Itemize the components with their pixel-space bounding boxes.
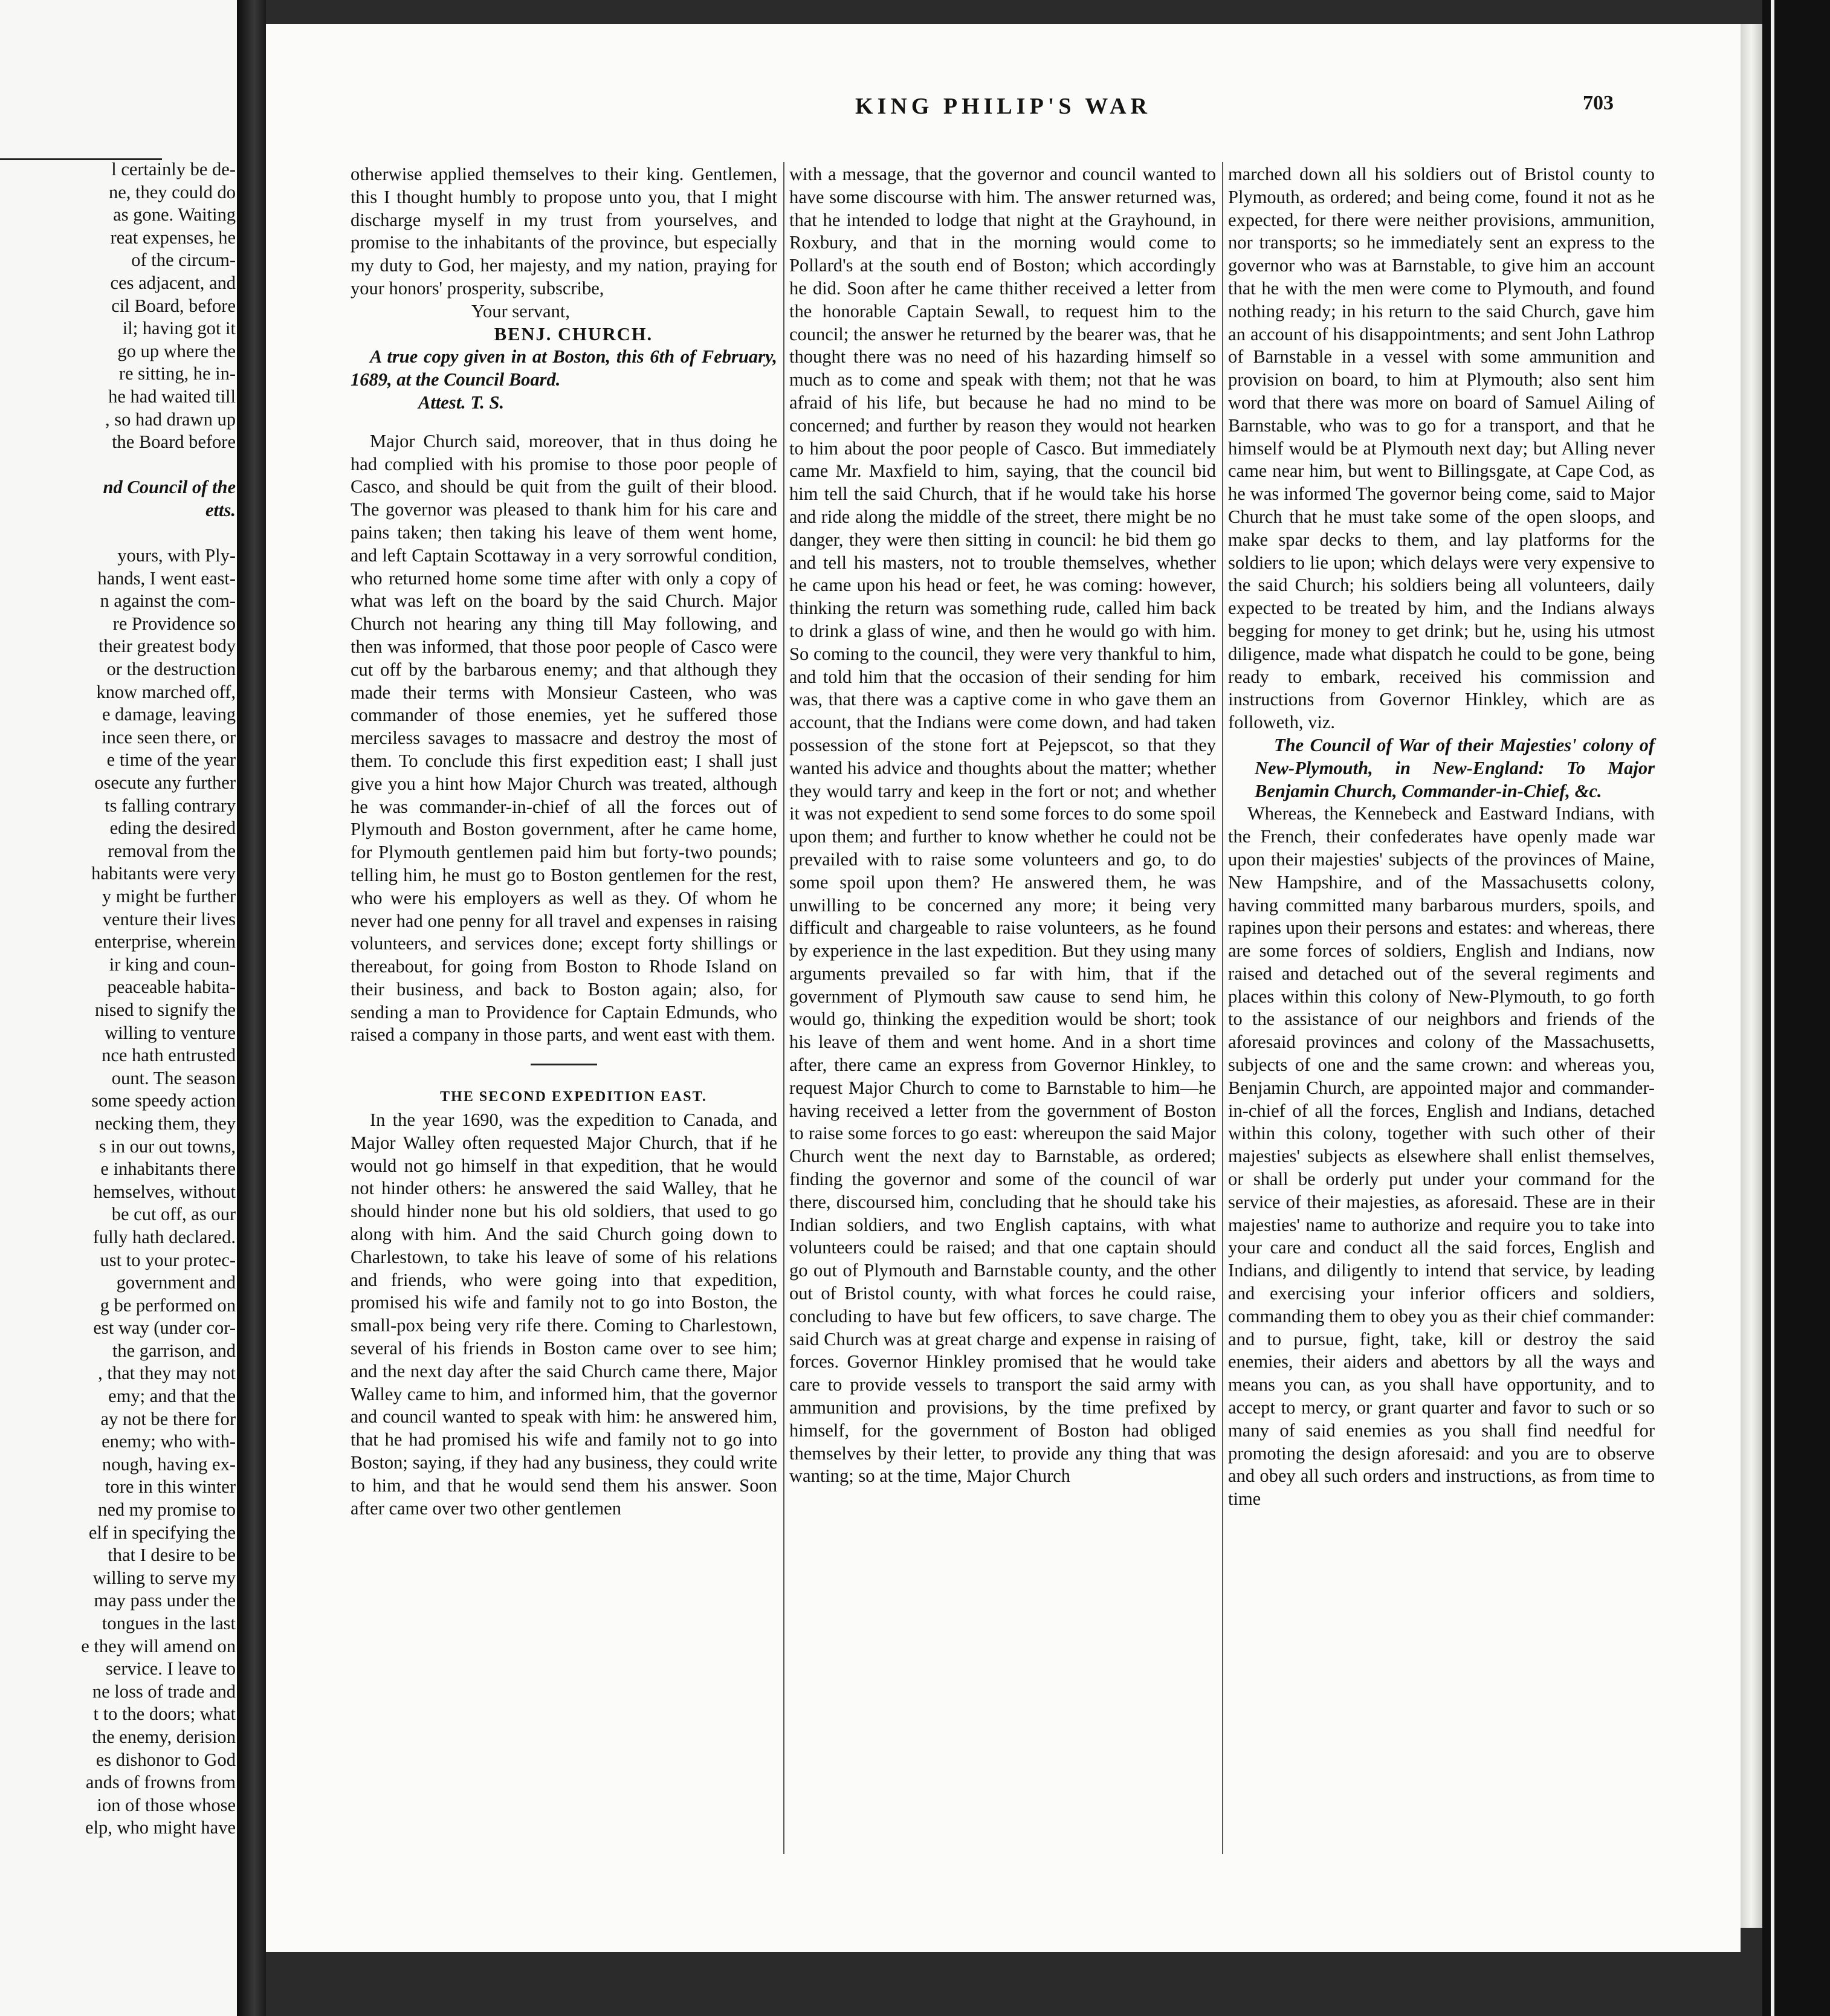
facing-page-line: tore in this winter bbox=[105, 1476, 236, 1497]
facing-page-line: elp, who might have bbox=[85, 1817, 236, 1838]
facing-page-line: nough, having ex- bbox=[102, 1453, 236, 1475]
facing-page-line: ay not be there for bbox=[100, 1408, 236, 1429]
facing-page-line: ned my promise to bbox=[98, 1499, 236, 1520]
facing-page-line: may pass under the bbox=[94, 1590, 236, 1611]
facing-page-line: their greatest body bbox=[99, 636, 236, 657]
running-title: KING PHILIP'S WAR bbox=[855, 94, 1151, 119]
facing-page-line: n against the com- bbox=[100, 590, 236, 612]
facing-page-line: go up where the bbox=[117, 340, 236, 361]
facing-page-line: or the destruction bbox=[106, 659, 236, 680]
column-2 bbox=[789, 163, 1216, 1488]
facing-page-line bbox=[0, 522, 236, 545]
paragraph: Major Church said, moreover, that in thus doing he had complied with his promise to those poor people of Casco, and should be quit from the guilt of their blood. The governor was pleased to thank him for his care and pains taken; then taking his leave of them went home, and left Captain Scottaway in a very sorrowful condition, who returned home some time after with only a copy of what was left on the board by the said Church. Major Church not hearing any thing till May following, and then was informed, that those poor people of Casco were cut off by the barbarous enemy; and that although they made their terms with Monsieur Casteen, who was commander of those enemies, yet he suffered those merciless savages to massacre and destroy the most of them. To conclude this first expedition east; I shall just give you a hint how Major Church was treated, although he was commander-in-chief of all the forces out of Plymouth and Boston government, after he came home, for Plymouth gentlemen paid him but forty-two pounds; telling him, he must go to Boston gentlemen for the rest, who were his employers as well as they. Of whom he never had one penny for all travel and expenses in raising volunteers, and services done; except forty shillings or thereabout, for going from Boston to Rhode Island on their business, and back to Boston again; also, for sending a man to Providence for Captain Edmunds, who raised a company in those parts, and went east with them. bbox=[351, 430, 777, 1045]
facing-page-line: he had waited till bbox=[108, 386, 236, 407]
facing-page-line: removal from the bbox=[108, 840, 236, 861]
facing-page-line: government and bbox=[116, 1272, 236, 1293]
facing-page-line: e damage, leaving bbox=[102, 704, 236, 725]
facing-page-line: know marched off, bbox=[96, 681, 236, 702]
column-divider-1 bbox=[783, 162, 784, 1854]
facing-page-line: es dishonor to God bbox=[95, 1749, 236, 1770]
facing-page-line: habitants were very bbox=[91, 863, 236, 884]
facing-page-line: il; having got it bbox=[122, 318, 236, 339]
letter-salutation: Your servant, bbox=[471, 300, 570, 321]
facing-page-line: venture their lives bbox=[102, 908, 236, 929]
section-heading: THE SECOND EXPEDITION EAST. bbox=[440, 1089, 707, 1105]
paragraph: marched down all his soldiers out of Bristol county to Plymouth, as ordered; and being come, found it not as he expected, for there were neither provisions, ammunition, nor transports; so he immediately sent an express to the governor who was at Barnstable, to give him an account that he with the men were come to Plymouth, and found nothing ready; in his return to the said Church, gave him an account of his disappointments; and sent John Lathrop of Barnstable in a vessel with some ammunition and provision on board, to him at Plymouth; also sent him word that there was more on board of Samuel Ailing of Barnstable, who was to go for a transport, and that he himself would be at Plymouth next day; but Alling never came near him, but went to Billingsgate, at Cape Cod, as he was informed The governor being come, said to Major Church that he must take some of the open sloops, and make spar decks to them, and lay platforms for the soldiers to lie upon; which delays were very expensive to the said Church; his soldiers being all volunteers, daily expected to be treated by him, and the Indians always begging for money to get drink; but he, using his utmost diligence, made what dispatch he could to be gone, being ready to embark, received his commission and instructions from Governor Hinkley, which are as followeth, viz. bbox=[1228, 164, 1655, 733]
facing-page-line: re sitting, he in- bbox=[118, 363, 236, 384]
facing-page-line: willing to serve my bbox=[92, 1567, 236, 1588]
facing-page-line: ount. The season bbox=[111, 1067, 236, 1088]
column-divider-2 bbox=[1222, 162, 1223, 1854]
facing-page-line: tongues in the last bbox=[102, 1613, 236, 1633]
facing-page-line: e they will amend on bbox=[81, 1635, 236, 1656]
facing-page-line: e time of the year bbox=[106, 749, 236, 771]
facing-page-line: service. I leave to bbox=[105, 1658, 236, 1679]
facing-page-line: ir king and coun- bbox=[109, 954, 236, 975]
page-number: 703 bbox=[1583, 92, 1614, 114]
facing-page-line: reat expenses, he bbox=[110, 227, 236, 248]
letter-signature: BENJ. CHURCH. bbox=[494, 323, 653, 344]
book-gutter bbox=[237, 0, 266, 2016]
facing-page-line: g be performed on bbox=[100, 1294, 236, 1316]
facing-page-line: ne, they could do bbox=[108, 181, 236, 202]
facing-page-fragment bbox=[0, 0, 239, 2016]
facing-page-line: nd Council of the bbox=[103, 477, 236, 498]
facing-page-line: e inhabitants there bbox=[100, 1158, 236, 1180]
facing-page-line: re Providence so bbox=[112, 613, 236, 634]
facing-page-line: nised to signify the bbox=[95, 999, 236, 1020]
facing-page-line: ust to your protec- bbox=[100, 1249, 236, 1270]
page-header bbox=[266, 93, 1741, 123]
facing-page-line: , that they may not bbox=[98, 1363, 236, 1384]
facing-page-line: the garrison, and bbox=[112, 1340, 236, 1361]
facing-page-line: enemy; who with- bbox=[102, 1431, 236, 1452]
column-1 bbox=[351, 163, 777, 1520]
facing-page-line: yours, with Ply- bbox=[117, 545, 236, 566]
facing-page-line: ion of those whose bbox=[97, 1794, 236, 1815]
facing-page-line: that I desire to be bbox=[108, 1545, 236, 1566]
facing-page-line: peaceable habita- bbox=[107, 977, 236, 998]
book-edge bbox=[1762, 0, 1830, 2016]
paragraph: Whereas, the Kennebeck and Eastward Indians, with the French, their confederates have openly made war upon their majesties' subjects of the provinces of Maine, New Hampshire, and of the Massachusetts colony, having committed many barbarous murders, spoils, and rapines upon their persons and estates: and whereas, there are some forces of soldiers, English and Indians, now raised and detached out of the several regiments and places within this colony of New-Plymouth, to go forth to the assistance of our neighbors and friends of the aforesaid provinces and colony of the Massachusetts, subjects of one and the same crown: and whereas you, Benjamin Church, are appointed major and commander-in-chief of all the forces, English and Indians, detached within this colony, together with such other of their majesties' subjects as elsewhere shall enlist themselves, or shall be orderly put under your command for the service of their majesties, as aforesaid. These are in their majesties' name to authorize and require you to take into your care and conduct all the said forces, English and Indians, and diligently to intend that service, by leading and exercising your inferior officers and soldiers, commanding them to obey you as their chief commander: and to pursue, fight, take, kill or destroy the said enemies, their aiders and abettors by all the ways and means you can, as you shall have opportunity, and to accept to mercy, or grant quarter and favor to such or so many of said enemies as you shall find needful for promoting the design aforesaid: and you are to observe and obey all such orders and instructions, as from time to time bbox=[1228, 803, 1655, 1510]
facing-page-line: fully hath declared. bbox=[92, 1226, 236, 1247]
facing-page-line: t to the doors; what bbox=[93, 1704, 236, 1725]
facing-page-line: necking them, they bbox=[95, 1113, 236, 1134]
facing-page-line: of the circum- bbox=[131, 250, 236, 271]
facing-page-line: l certainly be de- bbox=[111, 159, 236, 179]
facing-page-line: , so had drawn up bbox=[105, 409, 236, 430]
facing-page-line: eding the desired bbox=[109, 818, 236, 839]
attestation: A true copy given in at Boston, this 6th of February, 1689, at the Council Board. bbox=[351, 346, 777, 390]
facing-page-line: ince seen there, or bbox=[102, 726, 236, 748]
facing-page-line: y might be further bbox=[102, 886, 236, 906]
facing-page-line: enterprise, wherein bbox=[94, 931, 236, 952]
facing-page-line: ces adjacent, and bbox=[110, 272, 236, 293]
paragraph: otherwise applied themselves to their king. Gentlemen, this I thought humbly to propose unto you, that I might discharge myself in my trust from yourselves, and promise to the inhabitants of the province, but especially my duty to God, her majesty, and my nation, praying for your honors' prosperity, subscribe, bbox=[351, 164, 777, 299]
facing-page-line: hands, I went east- bbox=[97, 567, 236, 589]
facing-page-line: etts. bbox=[205, 499, 236, 520]
page-edge bbox=[1741, 24, 1762, 1928]
facing-page-line: the enemy, derision bbox=[92, 1726, 236, 1747]
facing-page-line: ands of frowns from bbox=[85, 1772, 236, 1793]
column-3 bbox=[1228, 163, 1655, 1511]
facing-page-line: willing to venture bbox=[105, 1022, 236, 1043]
facing-page-line: hemselves, without bbox=[93, 1181, 236, 1202]
facing-page-line: s in our out towns, bbox=[99, 1136, 236, 1157]
facing-page-line: ts falling contrary bbox=[105, 795, 236, 816]
facing-page-line: elf in specifying the bbox=[88, 1522, 236, 1543]
facing-page-line: as gone. Waiting bbox=[113, 204, 236, 225]
facing-page-text bbox=[0, 158, 236, 1840]
facing-page-line: emy; and that the bbox=[108, 1386, 236, 1407]
paragraph: In the year 1690, was the expedition to Canada, and Major Walley often requested Major Church, that if he would not go himself in that expedition, that he would not hinder others: he answered the said Walley, that he should hinder none but his old soldiers, that used to go along with him. And the said Church going down to Charlestown, to take his leave of some of his relations and friends, who were going into that expedition, promised his wife and family not to go into Boston, the small-pox being very rife there. Coming to Charlestown, several of his friends in Boston came over to see him; and the next day after the said Church came there, Major Walley came to him, and informed him, that the governor and council wanted to speak with him: he answered him, that he had promised his wife and family not to go into Boston; saying, if they had any business, they could write to him, and that he would send them his answer. Soon after came over two other gentlemen bbox=[351, 1110, 777, 1519]
attestation-signoff: Attest. T. S. bbox=[418, 392, 505, 413]
paragraph: with a message, that the governor and council wanted to have some discourse with him. The answer returned was, that he intended to lodge that night at the Grayhound, in Roxbury, and that in the morning would come to Pollard's at the south end of Boston; which accordingly he did. Soon after he came thither received a letter from the honorable Captain Sewall, to request him to the council; the answer he returned by the bearer was, that he thought there was no need of his hazarding himself so much as to come and speak with them; not that he was afraid of his life, but because he had no mind to be concerned; and further by reason they would not hearken to him about the poor people of Casco. But immediately came Mr. Maxfield to him, saying, that the council bid him tell the said Church, that if he would take his horse and ride along the middle of the street, there might be no danger, they were then sitting in council: he bid them go and tell his masters, not to trouble themselves, whether he came upon his head or feet, he was coming: however, thinking the return was something rude, called him back to drink a glass of wine, and then he would go with him. So coming to the council, they were very thankful to him, and told him that the occasion of their sending for him was, that there was a captive come in who gave them an account, that the Indians were come down, and had taken possession of the stone fort at Pejepscot, so that they wanted his advice and thoughts about the matter; whether they would tarry and keep in the fort or not; and whether it was not expedient to send some forces to do some spoil upon them; and further to know whether he could not be prevailed with to raise some volunteers and go, to do some spoil upon them? He answered them, he was unwilling to be concerned any more; it being very difficult and chargeable to raise volunteers, as he found by experience in the last expedition. But they using many arguments prevailed so far with him, that if the government of Plymouth saw cause to send him, he would go, thinking the expedition would be short; took his leave of them and went home. And in a short time after, there came an express from Governor Hinkley, to request Major Church to come to Barnstable to him—he having received a letter from the government of Boston to raise some forces to go east: whereupon the said Major Church went the next day to Barnstable, as ordered; finding the governor and some of the council of war there, discoursed him, concluding that he should take his Indian soldiers, and two English captains, with what volunteers could be raised; and that one captain should go out of Plymouth and Barnstable county, and the other out of Bristol county, with what forces he could raise, concluding to have but few officers, to save charge. The said Church was at great charge and expense in raising of forces. Governor Hinkley promised that he would take care to provide vessels to transport the said army with ammunition and provisions, by the time prefixed by himself, for the government of Boston had obliged themselves by their letter, to provide any thing that was wanting; so at the time, Major Church bbox=[789, 164, 1216, 1487]
facing-page-line: the Board before bbox=[112, 431, 236, 453]
facing-page-line: be cut off, as our bbox=[111, 1204, 236, 1225]
commission-heading: The Council of War of their Majesties' colony of New-Plymouth, in New-England: To Major Benjamin Church, Commander-in-Chief, &c. bbox=[1255, 734, 1655, 801]
facing-page-line: ne loss of trade and bbox=[92, 1681, 236, 1702]
facing-page-line: cil Board, before bbox=[111, 295, 236, 316]
facing-page-line: nce hath entrusted bbox=[102, 1045, 236, 1066]
facing-page-line bbox=[0, 454, 236, 477]
book-page bbox=[266, 24, 1741, 1952]
facing-page-line: osecute any further bbox=[94, 772, 236, 793]
facing-page-line: est way (under cor- bbox=[93, 1317, 236, 1339]
section-divider bbox=[531, 1064, 597, 1065]
facing-page-line: some speedy action bbox=[91, 1090, 236, 1111]
